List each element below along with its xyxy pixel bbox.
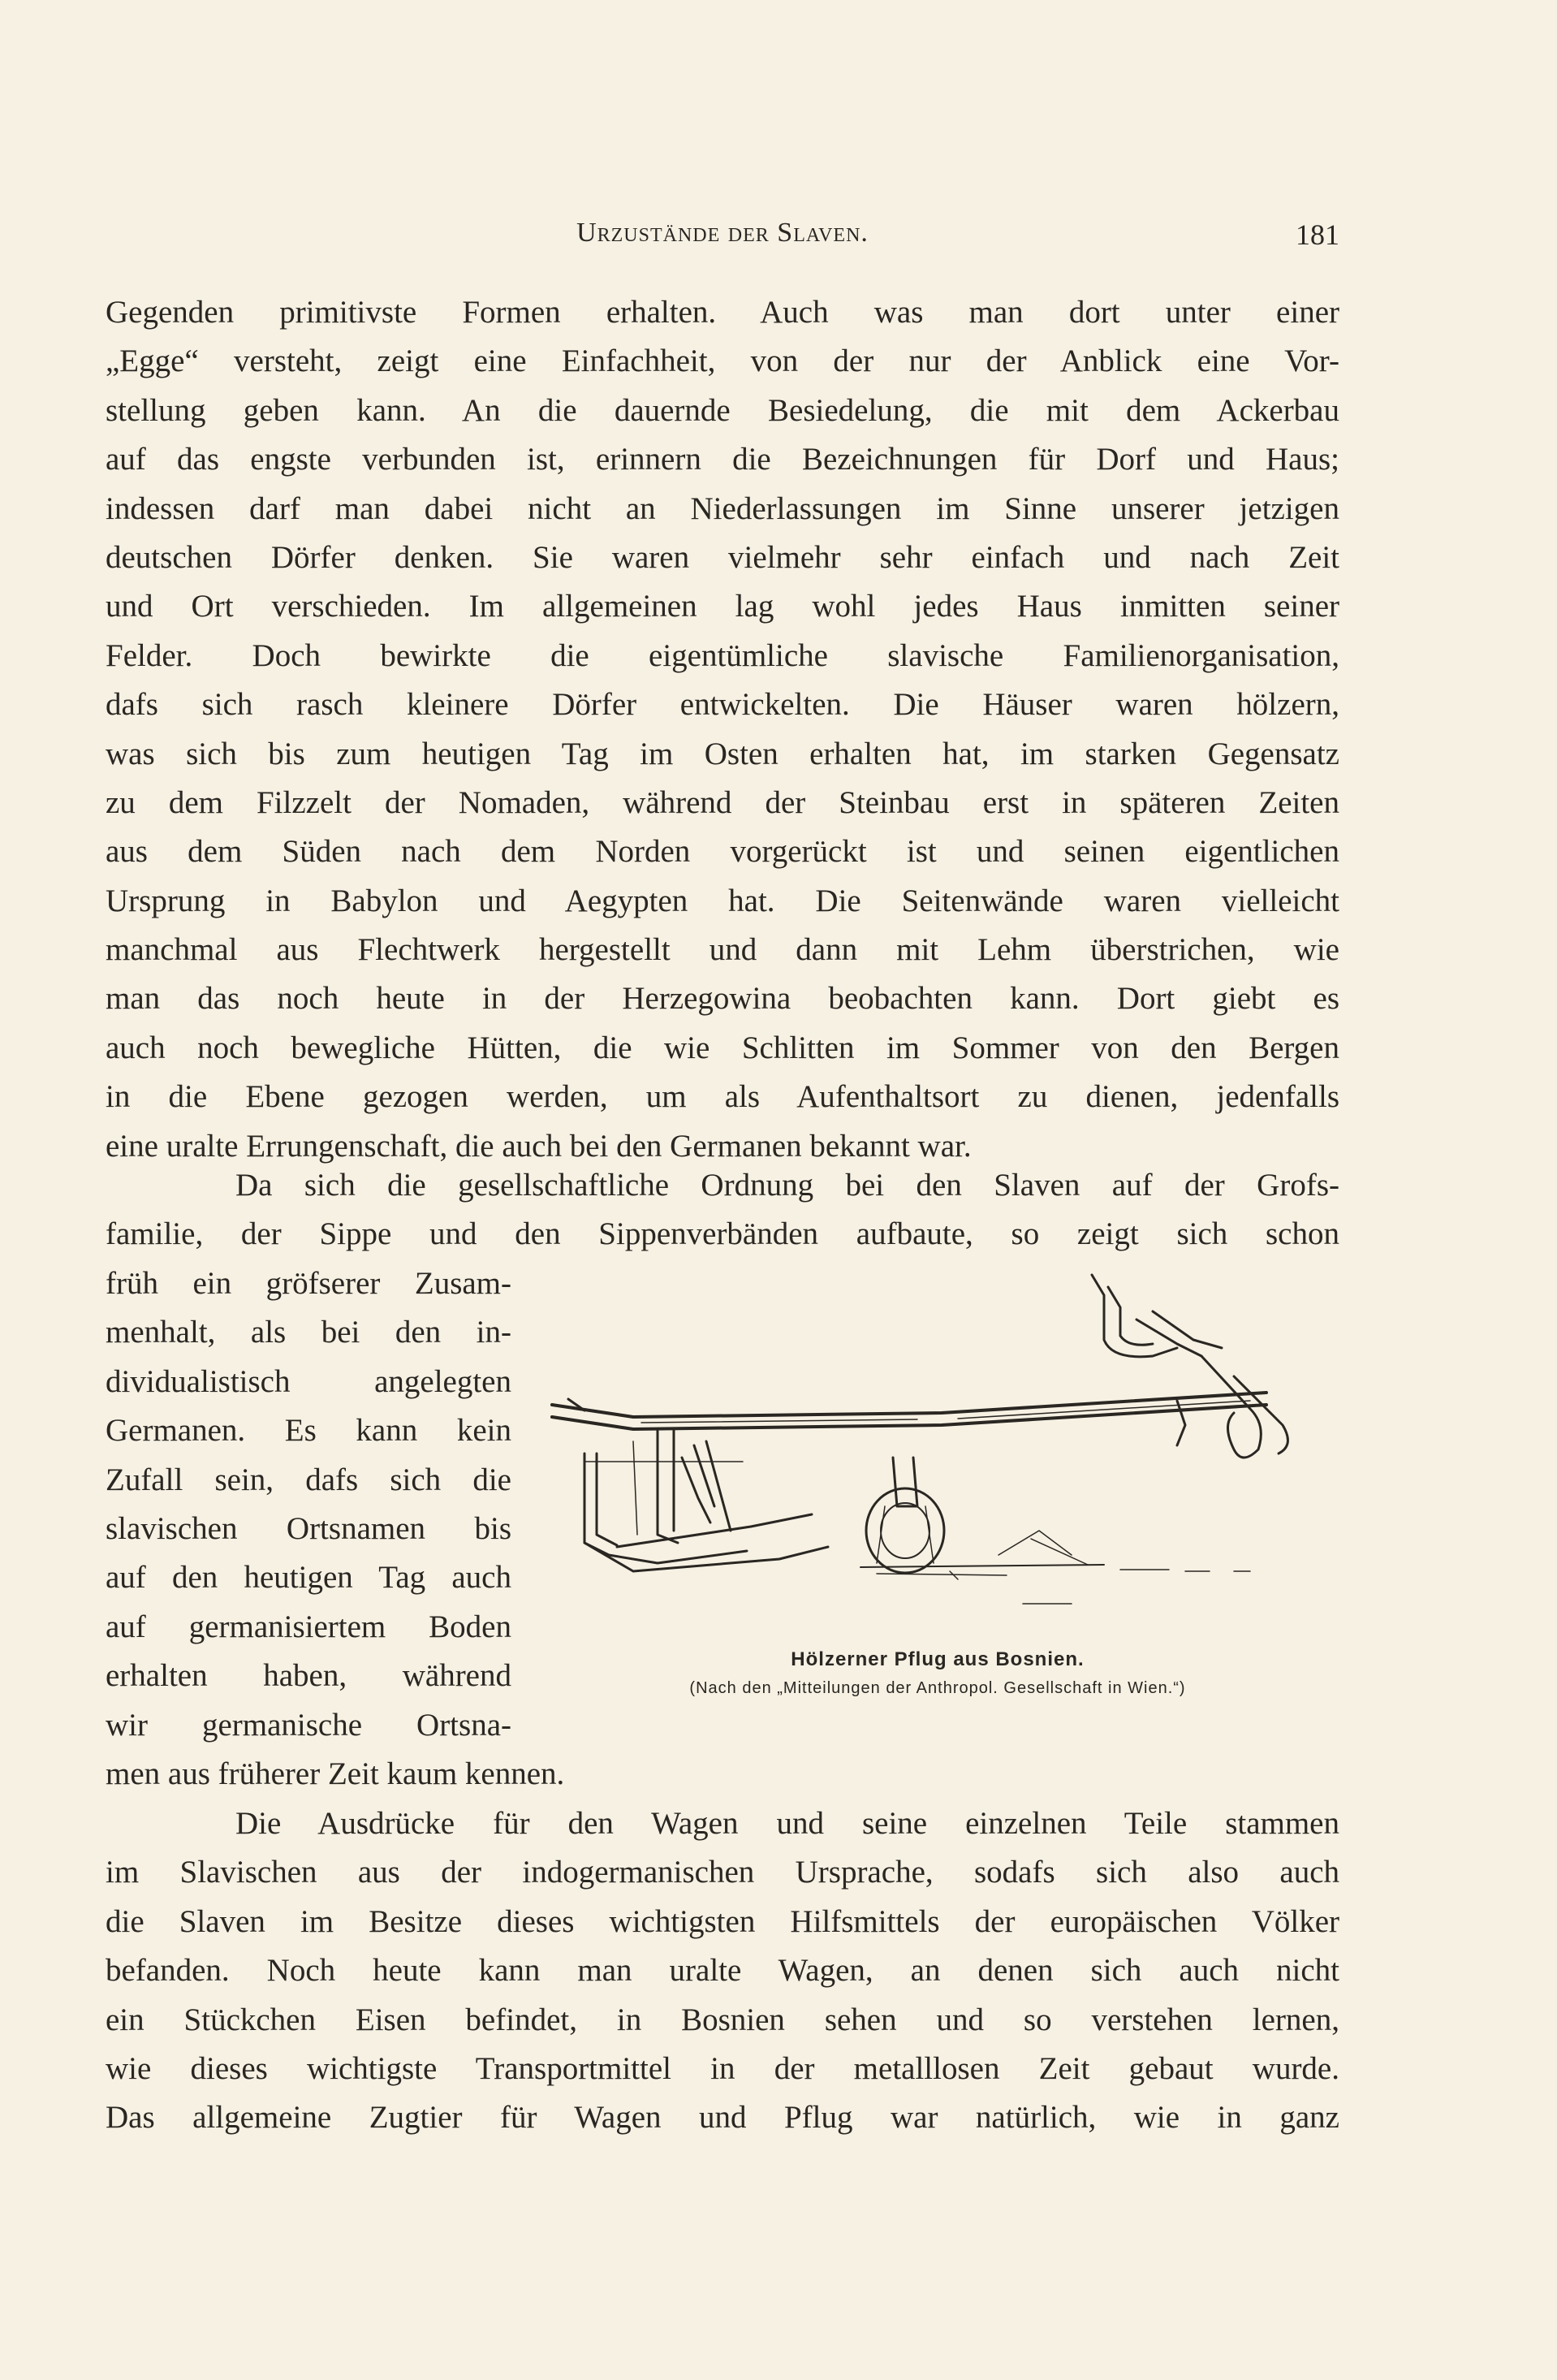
text-line: Felder. Doch bewirkte die eigentümliche slavische Familienorganisation, [106, 637, 1339, 673]
text-line: zu dem Filzzelt der Nomaden, während der Steinbau erst in späteren Zeiten [106, 784, 1339, 820]
wooden-plough-illustration [536, 1263, 1339, 1652]
page-number: 181 [1296, 218, 1339, 251]
caption-title: Hölzerner Pflug aus Bosnien. [791, 1648, 1085, 1670]
text-line: auf das engste verbunden ist, erinnern die Bezeichnungen für Dorf und Haus; [106, 442, 1339, 477]
text-line: erhalten haben, während [106, 1658, 511, 1694]
text-line: Gegenden primitivste Formen erhalten. Auch was man dort unter einer [106, 295, 1339, 330]
text-line: und Ort verschieden. Im allgemeinen lag wohl jedes Haus inmitten seiner [106, 589, 1339, 624]
text-line: man das noch heute in der Herzegowina beobachten kann. Dort giebt es [106, 981, 1339, 1017]
text-line: auf den heutigen Tag auch [106, 1560, 511, 1596]
text-line: Ursprung in Babylon und Aegypten hat. Die Seitenwände waren vielleicht [106, 883, 1339, 918]
text-line: ein Stückchen Eisen befindet, in Bosnien sehen und so verstehen lernen, [106, 2002, 1339, 2037]
text-line: Germanen. Es kann kein [106, 1413, 511, 1449]
text-line: was sich bis zum heutigen Tag im Osten erhalten hat, im starken Gegensatz [106, 736, 1339, 771]
text-line: früh ein gröfserer Zusam- [106, 1266, 511, 1301]
text-line: aus dem Süden nach dem Norden vorgerückt ist und seinen eigentlichen [106, 834, 1339, 870]
paragraph-3 [106, 1799, 1339, 2143]
text-line: auf germanisiertem Boden [106, 1609, 511, 1644]
text-line: stellung geben kann. An die dauernde Besiedelung, die mit dem Ackerbau [106, 392, 1339, 428]
running-header [106, 218, 1339, 258]
running-title: Urzustände der Slaven. [576, 218, 869, 248]
text-line: dafs sich rasch kleinere Dörfer entwickelten. Die Häuser waren hölzern, [106, 687, 1339, 723]
text-line: men aus früherer Zeit kaum kennen. [106, 1756, 565, 1791]
caption-source: (Nach den „Mitteilungen der Anthropol. Gesellschaft in Wien.“) [689, 1679, 1186, 1697]
text-line: manchmal aus Flechtwerk hergestellt und dann mit Lehm überstrichen, wie [106, 932, 1339, 968]
text-line: auch noch bewegliche Hütten, die wie Schlitten im Sommer von den Bergen [106, 1030, 1339, 1065]
text-line: slavischen Ortsnamen bis [106, 1510, 511, 1546]
paragraph-2-wrapped [106, 1259, 511, 1750]
paragraph-2 [106, 1161, 1339, 1259]
text-line: Die Ausdrücke für den Wagen und seine einzelnen Teile stammen [235, 1806, 1339, 1841]
figure-caption [536, 1648, 1339, 1698]
text-line: die Slaven im Besitze dieses wichtigsten Hilfsmittels der europäischen Völker [106, 1903, 1339, 1939]
paragraph-2-end [106, 1750, 1339, 1799]
text-line: „Egge“ versteht, zeigt eine Einfachheit, von der nur der Anblick eine Vor- [106, 343, 1339, 379]
text-line: wir germanische Ortsna- [106, 1707, 511, 1743]
text-line: wie dieses wichtigste Transportmittel in der metalllosen Zeit gebaut wurde. [106, 2050, 1339, 2086]
text-line: Da sich die gesellschaftliche Ordnung bei den Slaven auf der Grofs- [235, 1168, 1339, 1203]
paragraph-1 [106, 288, 1339, 1171]
text-line: deutschen Dörfer denken. Sie waren vielmehr sehr einfach und nach Zeit [106, 539, 1339, 575]
text-line: indessen darf man dabei nicht an Niederlassungen im Sinne unserer jetzigen [106, 490, 1339, 526]
text-line: Das allgemeine Zugtier für Wagen und Pflug war natürlich, wie in ganz [106, 2100, 1339, 2136]
text-line: familie, der Sippe und den Sippenverbänden aufbaute, so zeigt sich schon [106, 1216, 1339, 1252]
text-line: menhalt, als bei den in- [106, 1315, 511, 1350]
text-line: in die Ebene gezogen werden, um als Aufenthaltsort zu dienen, jedenfalls [106, 1079, 1339, 1115]
text-line: im Slavischen aus der indogermanischen Ursprache, sodafs sich also auch [106, 1855, 1339, 1890]
text-line: eine uralte Errungenschaft, die auch bei den Germanen bekannt war. [106, 1128, 972, 1164]
text-line: befanden. Noch heute kann man uralte Wagen, an denen sich auch nicht [106, 1953, 1339, 1989]
text-line: dividualistisch angelegten [106, 1363, 511, 1399]
text-line: Zufall sein, dafs sich die [106, 1462, 511, 1497]
